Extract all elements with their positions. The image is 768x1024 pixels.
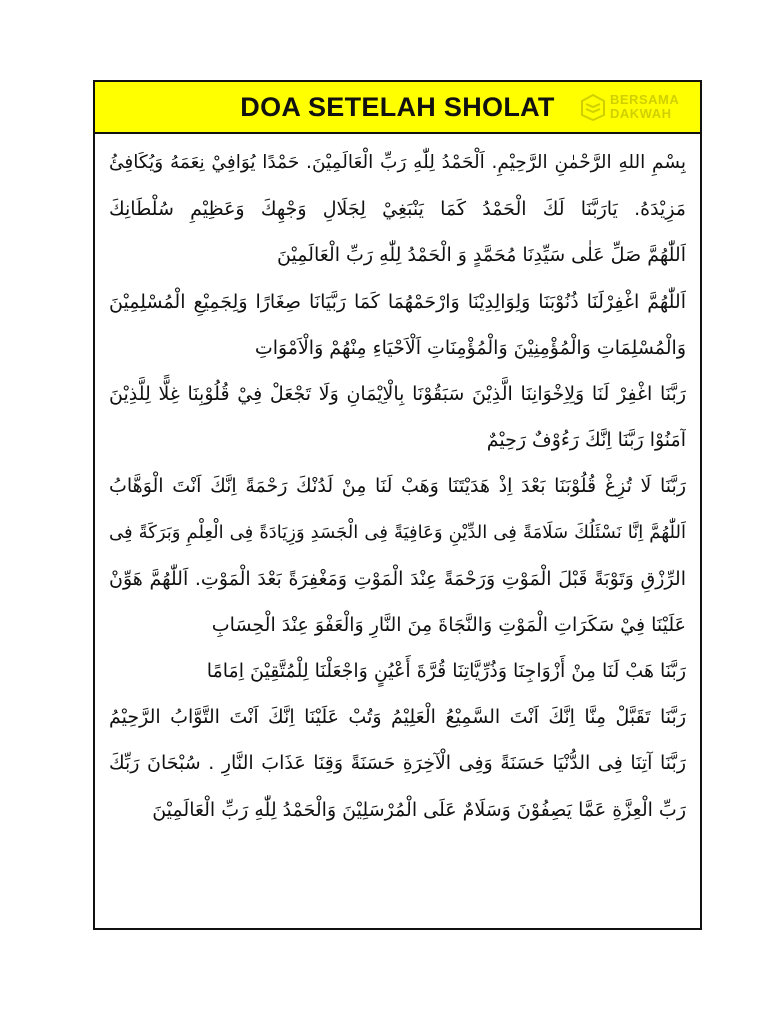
arabic-line: رَبَّنَا آتِنَا فِى الدُّنْيَا حَسَنَةً وَفِى الْآخِرَةِ حَسَنَةً وَقِنَا عَذَابَ النَّارِ . سُبْحَانَ رَبِّكَ [109, 752, 686, 775]
arabic-line: وَالْمُسْلِمَاتِ وَالْمُؤْمِنِيْنَ وَالْمُؤْمِنَاتِ اَلْاَحْيَاءِ مِنْهُمْ وَالْاَمْوَاتِ [254, 336, 686, 359]
arabic-line: آمَنُوْا رَبَّنَا اِنَّكَ رَءُوْفٌ رَحِيْمٌ [486, 429, 686, 452]
watermark [580, 91, 692, 123]
watermark-line-1: BERSAMA [610, 92, 680, 107]
arabic-line: رَبَّنَا هَبْ لَنَا مِنْ أَزْوَاجِنَا وَذُرِّيَّاتِنَا قُرَّةَ أَعْيُنٍ وَاجْعَلْنَا لِلْمُتَّقِيْنَ اِمَامًا [206, 660, 686, 683]
arabic-line: رَبَّنَا تَقَبَّلْ مِنَّا اِنَّكَ اَنْتَ السَّمِيْعُ الْعَلِيْمُ وَتُبْ عَلَيْنَا اِنَّكَ اَنْتَ التَّوَّابُ الرَّحِيْمُ [109, 706, 686, 729]
watermark-line-2: DAKWAH [610, 106, 672, 121]
arabic-line: بِسْمِ اللهِ الرَّحْمٰنِ الرَّحِيْمِ. اَلْحَمْدُ لِلّٰهِ رَبِّ الْعَالَمِيْنَ. حَمْدًا يُوَافِيْ نِعَمَهُ وَيُكَافِئُ [109, 152, 686, 173]
arabic-line: اَللّٰهُمَّ اغْفِرْلَنَا ذُنُوْبَنَا وَلِوَالِدِيْنَا وَارْحَمْهُمَا كَمَا رَبَّيَانَا صِغَارًا وَلِجَمِيْعِ الْمُسْلِمِيْنَ [109, 290, 686, 313]
watermark-text [610, 93, 679, 121]
title-bar [95, 82, 700, 134]
arabic-line: اَللّٰهُمَّ اِنَّا نَسْئَلُكَ سَلَامَةً فِى الدِّيْنِ وَعَافِيَةً فِى الْجَسَدِ وَزِيَادَةً فِى الْعِلْمِ وَبَرَكَةً فِى [109, 521, 686, 543]
arabic-line: الرِّزْقِ وَتَوْبَةً قَبْلَ الْمَوْتِ وَرَحْمَةً عِنْدَ الْمَوْتِ وَمَغْفِرَةً بَعْدَ الْمَوْتِ. اَللّٰهُمَّ هَوِّنْ [109, 567, 686, 590]
page-title: DOA SETELAH SHOLAT [240, 92, 555, 122]
doa-frame [93, 80, 702, 930]
arabic-line: رَبِّ الْعِزَّةِ عَمَّا يَصِفُوْنَ وَسَلَامٌ عَلَى الْمُرْسَلِيْنَ وَالْحَمْدُ لِلّٰهِ رَبِّ الْعَالَمِيْنَ [152, 798, 686, 821]
book-logo-icon [580, 93, 606, 121]
arabic-line: اَللّٰهُمَّ صَلِّ عَلٰى سَيِّدِنَا مُحَمَّدٍ وَ الْحَمْدُ لِلّٰهِ رَبِّ الْعَالَمِيْنَ [277, 244, 686, 267]
arabic-line: عَلَيْنَا فِيْ سَكَرَاتِ الْمَوْتِ وَالنَّجَاةَ مِنَ النَّارِ وَالْعَفْوَ عِنْدَ الْحِسَابِ [211, 613, 686, 636]
arabic-line: مَزِيْدَهُ. يَارَبَّنَا لَكَ الْحَمْدُ كَمَا يَنْبَغِيْ لِجَلَالِ وَجْهِكَ وَعَظِيْمِ سُلْطَانِكَ [109, 198, 686, 221]
arabic-line: رَبَّنَا اغْفِرْ لَنَا وَلِاِخْوَانِنَا الَّذِيْنَ سَبَقُوْنَا بِالْاِيْمَانِ وَلَا تَجْعَلْ فِيْ قُلُوْبِنَا غِلًّا لِلَّذِيْنَ [109, 382, 686, 405]
arabic-text-body [109, 140, 686, 920]
arabic-line: رَبَّنَا لَا تُزِغْ قُلُوْبَنَا بَعْدَ اِذْ هَدَيْتَنَا وَهَبْ لَنَا مِنْ لَدُنْكَ رَحْمَةً اِنَّكَ اَنْتَ الْوَهَّابُ [109, 475, 686, 498]
